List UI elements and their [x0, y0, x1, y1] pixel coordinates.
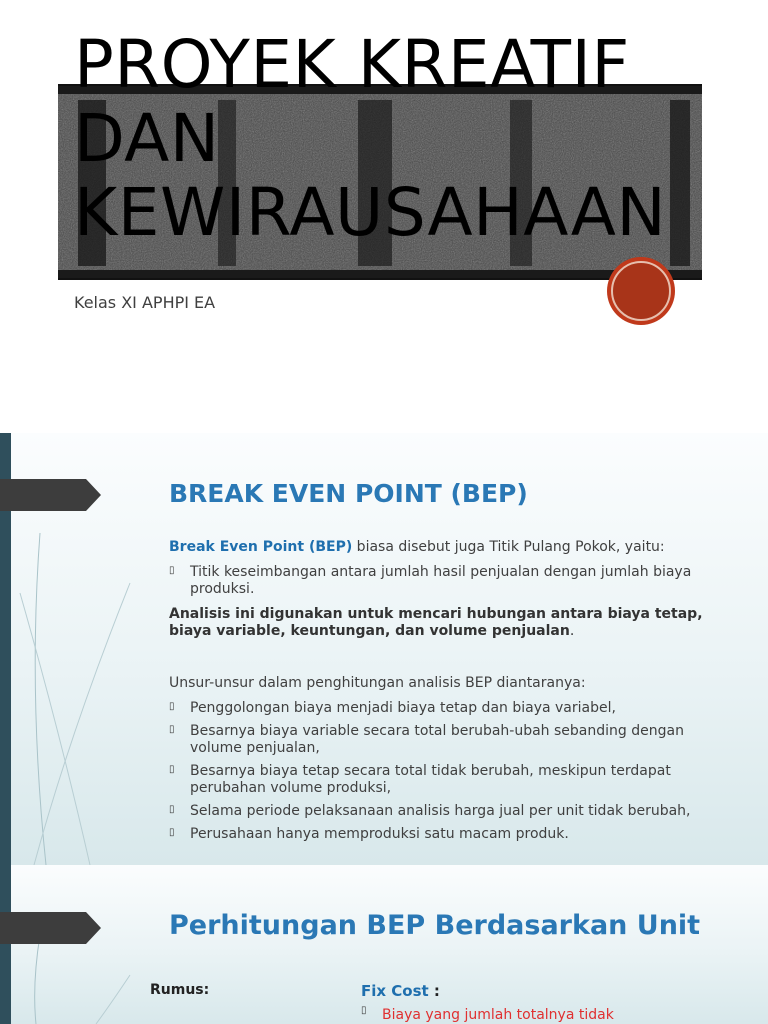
list-item	[169, 564, 729, 598]
square-bullet-icon: ▯	[169, 724, 175, 735]
fixcost-term: Fix Cost	[361, 982, 429, 1000]
elements-list	[169, 700, 729, 849]
square-bullet-icon: ▯	[169, 764, 175, 775]
bep-term: Break Even Point (BEP)	[169, 539, 353, 555]
list-item	[169, 763, 729, 797]
fixcost-label	[361, 982, 440, 1000]
element-text: Perusahaan hanya memproduksi satu macam produk.	[190, 826, 569, 842]
square-bullet-icon: ▯	[169, 701, 175, 712]
fixcost-text: Biaya yang jumlah totalnya tidak	[382, 1007, 614, 1023]
element-text: Besarnya biaya tetap secara total tidak berubah, meskipun terdapat perubahan volume produksi,	[190, 763, 671, 796]
definition-text: Titik keseimbangan antara jumlah hasil penjualan dengan jumlah biaya produksi.	[190, 564, 692, 597]
unit-slide	[0, 865, 768, 1024]
presentation-subtitle: Kelas XI APHPI EA	[74, 293, 216, 312]
arrow-marker-icon	[0, 479, 101, 511]
bep-slide	[0, 433, 768, 865]
intro-paragraph	[169, 539, 729, 556]
presentation-title: PROYEK KREATIF DAN KEWIRAUSAHAAN	[74, 26, 667, 251]
definition-list	[169, 564, 729, 604]
slide-heading: Perhitungan BEP Berdasarkan Unit	[169, 910, 701, 941]
list-item	[169, 723, 729, 757]
slide-heading: BREAK EVEN POINT (BEP)	[169, 479, 528, 508]
decorative-curves	[0, 865, 140, 1024]
left-accent-bar	[0, 865, 11, 1024]
circle-badge-icon	[606, 256, 676, 326]
element-text: Selama periode pelaksanaan analisis harga jual per unit tidak berubah,	[190, 803, 691, 819]
elements-intro: Unsur-unsur dalam penghitungan analisis BEP diantaranya:	[169, 675, 586, 691]
square-bullet-icon: ▯	[361, 1005, 367, 1016]
fixcost-colon: :	[428, 982, 440, 1000]
fixcost-bullet	[361, 1007, 762, 1023]
square-bullet-icon: ▯	[169, 804, 175, 815]
square-bullet-icon: ▯	[169, 827, 175, 838]
element-text: Besarnya biaya variable secara total berubah-ubah sebanding dengan volume penjualan,	[190, 723, 684, 756]
square-bullet-icon: ▯	[169, 565, 175, 576]
rumus-label: Rumus:	[150, 982, 210, 998]
list-item	[169, 700, 729, 717]
title-slide	[0, 0, 768, 433]
arrow-marker-icon	[0, 912, 101, 944]
analysis-text: Analisis ini digunakan untuk mencari hubungan antara biaya tetap, biaya variable, keuntungan, dan volume penjualan	[169, 606, 703, 639]
analysis-paragraph	[169, 606, 729, 640]
intro-text: biasa disebut juga Titik Pulang Pokok, yaitu:	[352, 539, 665, 555]
element-text: Penggolongan biaya menjadi biaya tetap dan biaya variabel,	[190, 700, 616, 716]
list-item	[169, 803, 729, 820]
analysis-period: .	[569, 623, 575, 639]
list-item	[169, 826, 729, 843]
